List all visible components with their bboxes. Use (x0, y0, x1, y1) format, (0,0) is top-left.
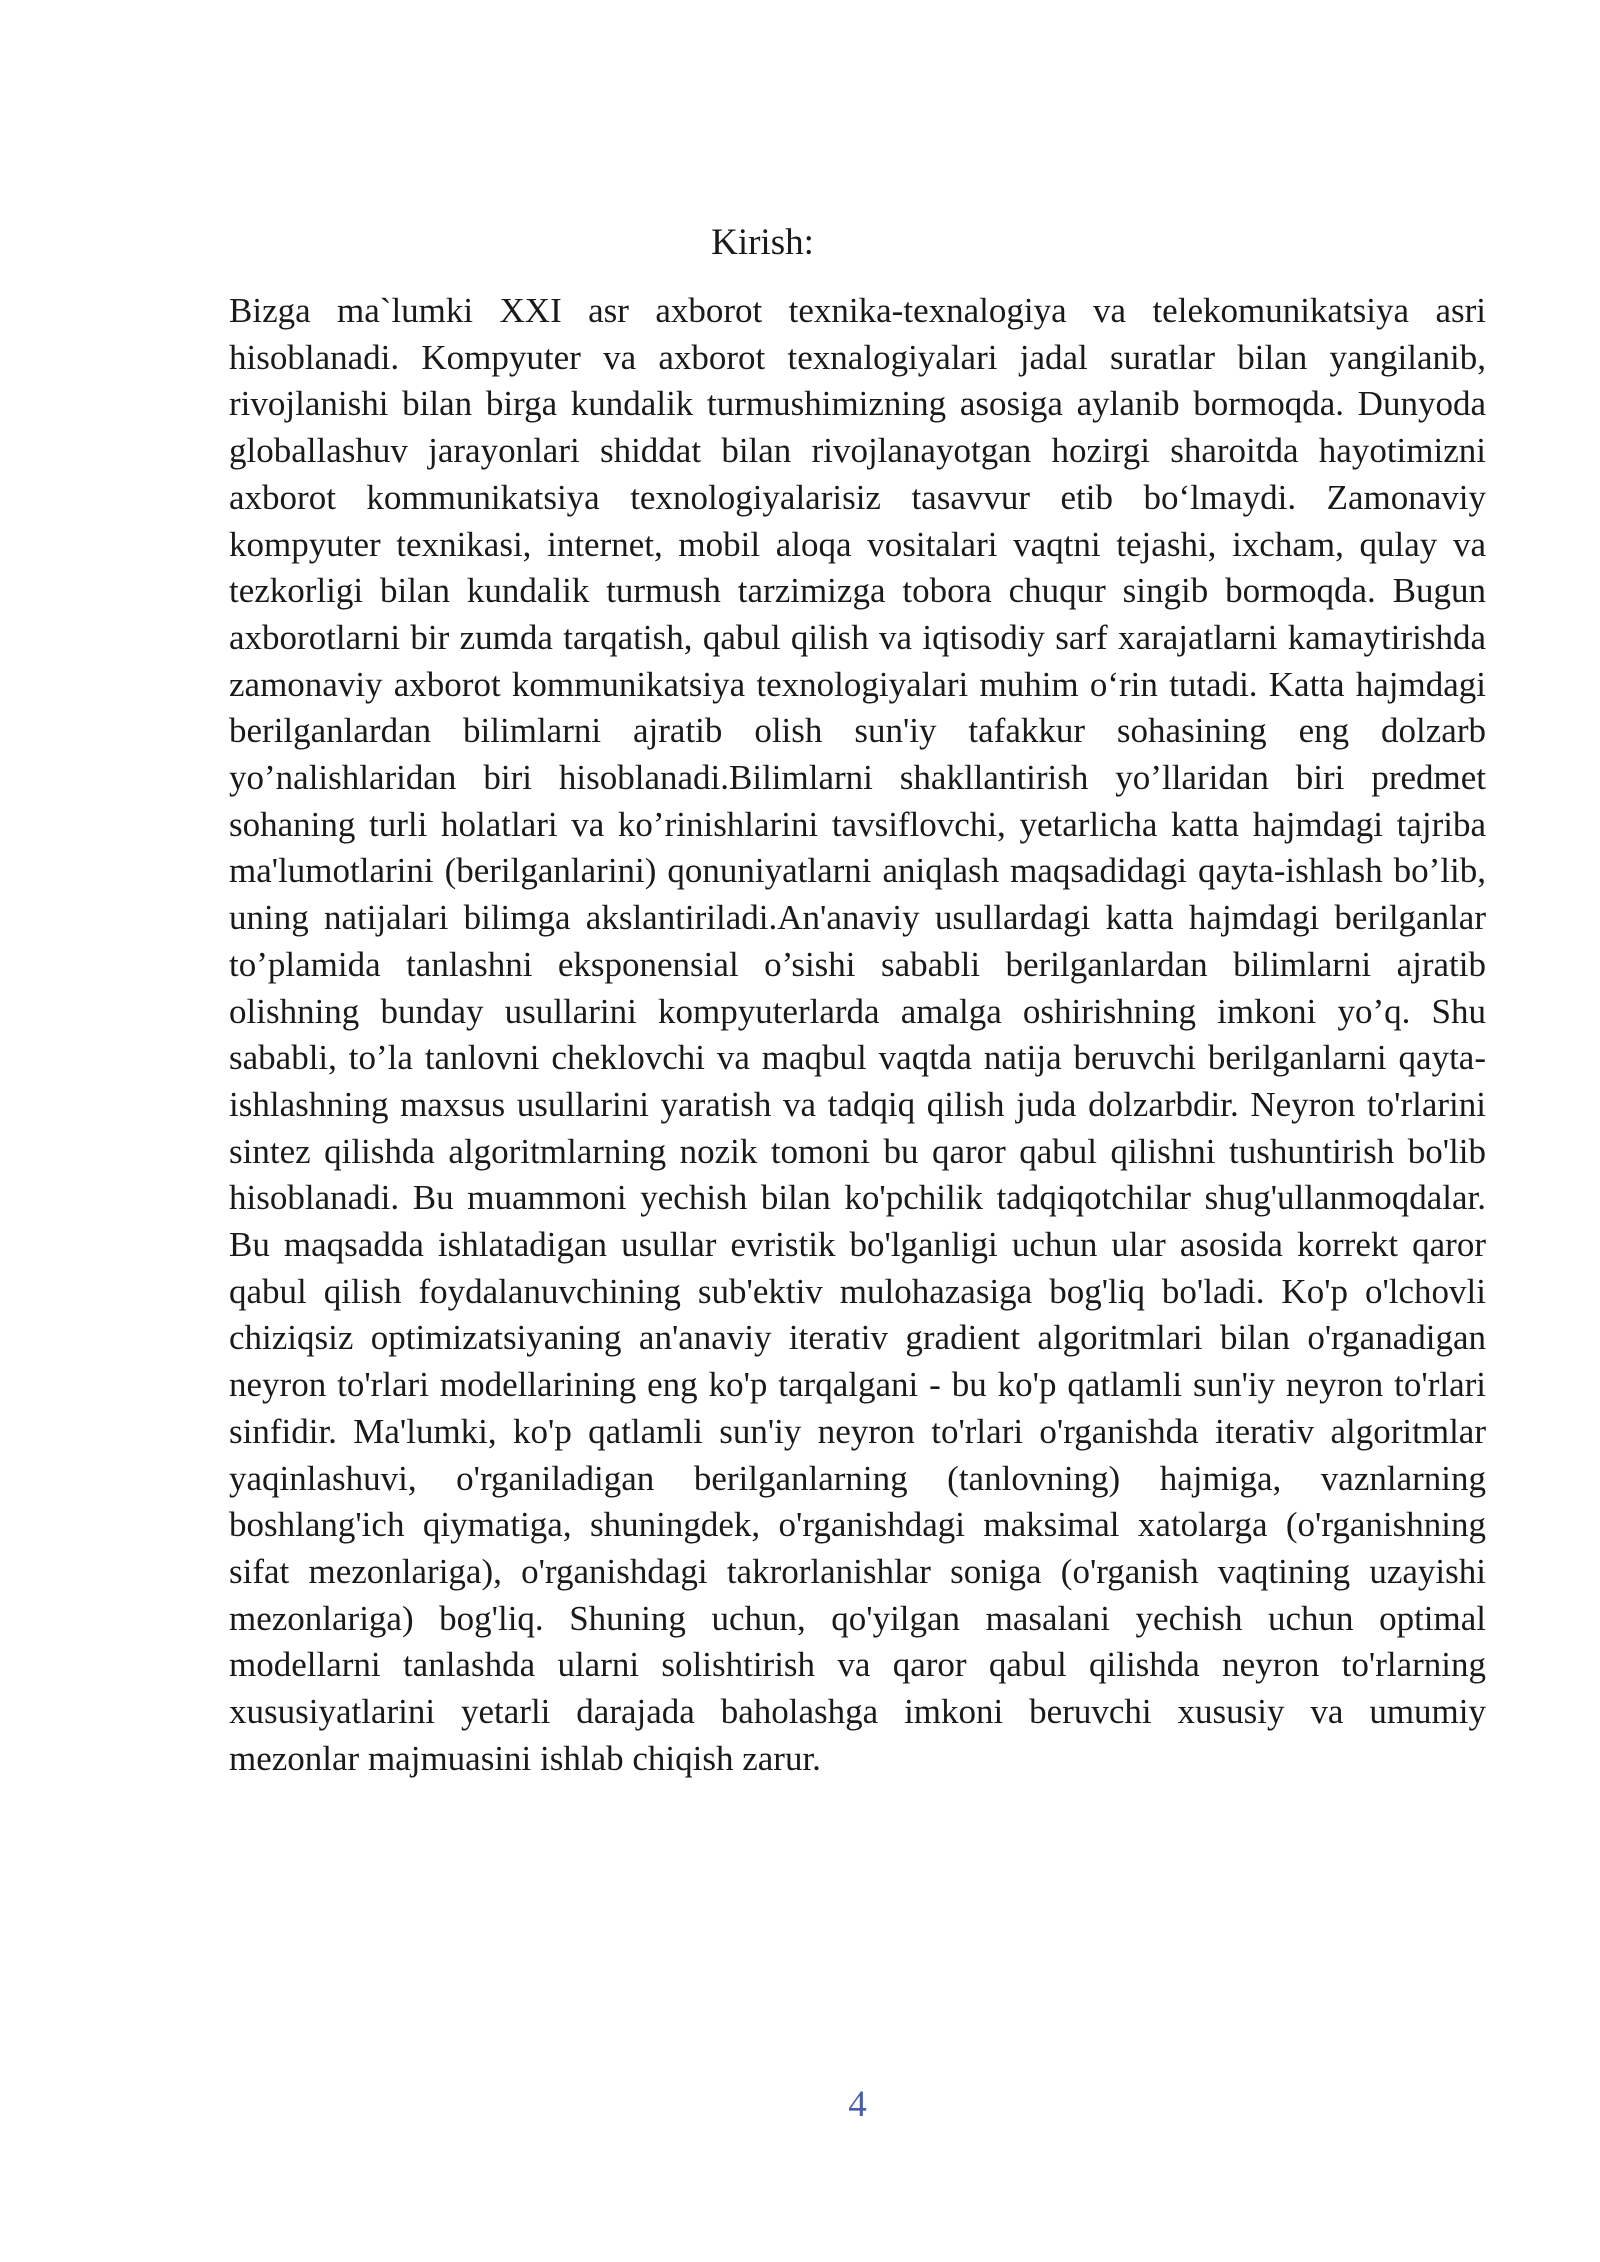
page-number: 4 (848, 2084, 867, 2125)
page-title: Kirish: (711, 222, 814, 263)
body-paragraph: Bizga ma`lumki XXI asr axborot texnika-texnalogiya va telekomunikatsiya asri hisoblanadi. Kompyuter va axborot texnalogiyalari jadal suratlar bilan yangilanib, rivojlanishi bilan birga kundalik turmushimizning asosiga aylanib bormoqda. Dunyoda globallashuv jarayonlari shiddat bilan rivojlanayotgan hozirgi sharoitda hayotimizni axborot kommunikatsiya texnologiyalarisiz tasavvur etib bo‘lmaydi. Zamonaviy kompyuter texnikasi, internet, mobil aloqa vositalari vaqtni tejashi, ixcham, qulay va tezkorligi bilan kundalik turmush tarzimizga tobora chuqur singib bormoqda. Bugun axborotlarni bir zumda tarqatish, qabul qilish va iqtisodiy sarf xarajatlarni kamaytirishda zamonaviy axborot kommunikatsiya texnologiyalari muhim o‘rin tutadi. Katta hajmdagi berilganlardan bilimlarni ajratib olish sun'iy tafakkur sohasining eng dolzarb yo’nalishlaridan biri hisoblanadi.Bilimlarni shakllantirish yo’llaridan biri predmet sohaning turli holatlari va ko’rinishlarini tavsiflovchi, yetarlicha katta hajmdagi tajriba ma'lumotlarini (berilganlarini) qonuniyatlarni aniqlash maqsadidagi qayta-ishlash bo’lib, uning natijalari bilimga akslantiriladi.An'anaviy usullardagi katta hajmdagi berilganlar to’plamida tanlashni eksponensial o’sishi sababli berilganlardan bilimlarni ajratib olishning bunday usullarini kompyuterlarda amalga oshirishning imkoni yo’q. Shu sababli, to’la tanlovni cheklovchi va maqbul vaqtda natija beruvchi berilganlarni qayta-ishlashning maxsus usullarini yaratish va tadqiq qilish juda dolzarbdir. Neyron to'rlarini sintez qilishda algoritmlarning nozik tomoni bu qaror qabul qilishni tushuntirish bo'lib hisoblanadi. Bu muammoni yechish bilan ko'pchilik tadqiqotchilar shug'ullanmoqdalar. Bu maqsadda ishlatadigan usullar evristik bo'lganligi uchun ular asosida korrekt qaror qabul qilish foydalanuvchining sub'ektiv mulohazasiga bog'liq bo'ladi. Ko'p o'lchovli chiziqsiz optimizatsiyaning an'anaviy iterativ gradient algoritmlari bilan o'rganadigan neyron to'rlari modellarining eng ko'p tarqalgani - bu ko'p qatlamli sun'iy neyron to'rlari sinfidir. Ma'lumki, ko'p qatlamli sun'iy neyron to'rlari o'rganishda iterativ algoritmlar yaqinlashuvi, o'rganiladigan berilganlarning (tanlovning) hajmiga, vaznlarning boshlang'ich qiymatiga, shuningdek, o'rganishdagi maksimal xatolarga (o'rganishning sifat mezonlariga), o'rganishdagi takrorlanishlar soniga (o'rganish vaqtining uzayishi mezonlariga) bog'liq. Shuning uchun, qo'yilgan masalani yechish uchun optimal modellarni tanlashda ularni solishtirish va qaror qabul qilishda neyron to'rlarning xususiyatlarini yetarli darajada baholashga imkoni beruvchi xususiy va umumiy mezonlar majmuasini ishlab chiqish zarur. (229, 291, 1486, 1778)
